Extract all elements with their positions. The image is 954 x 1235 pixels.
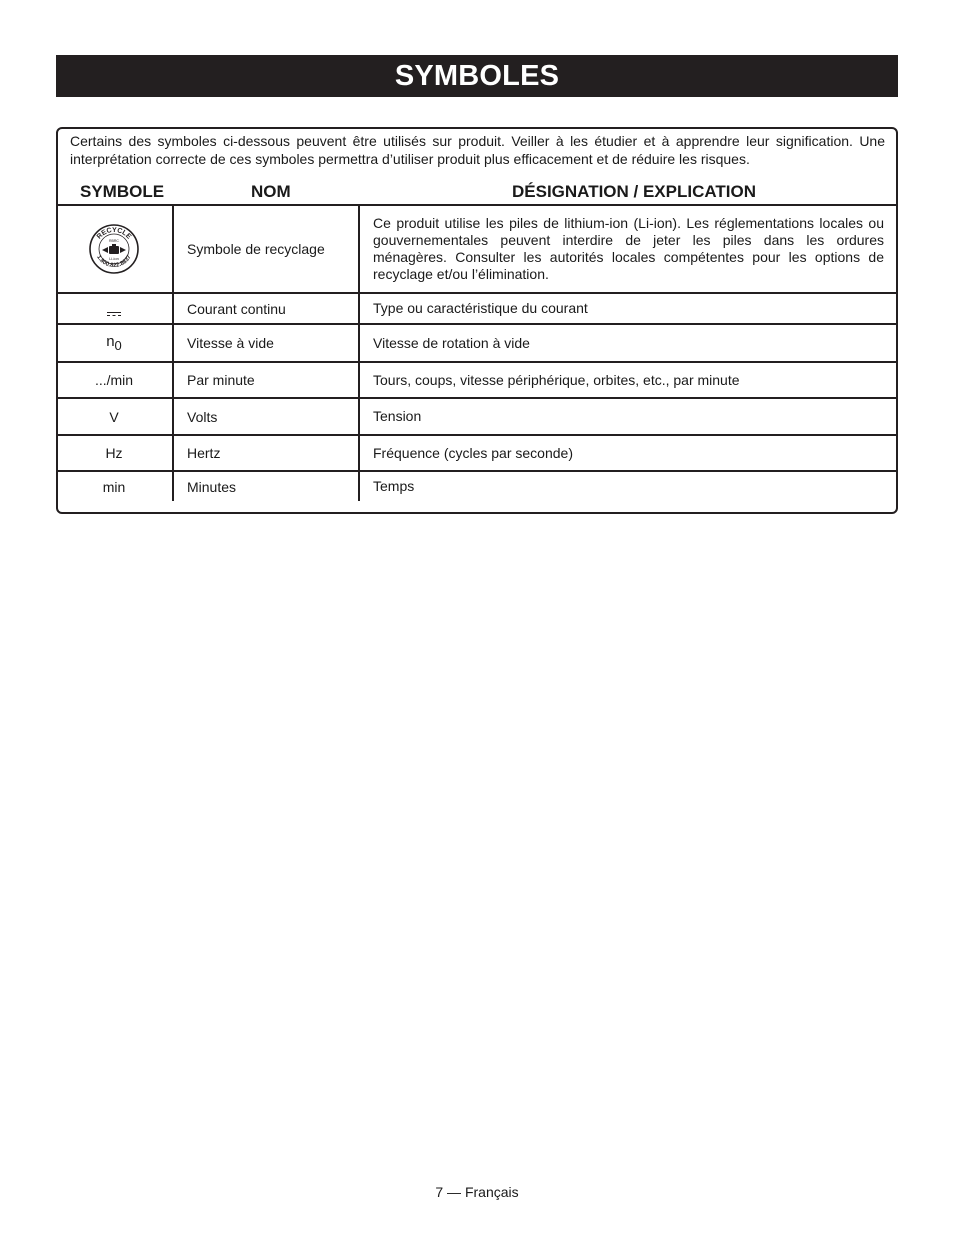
symbols-panel bbox=[56, 127, 898, 514]
page-footer: 7 — Français bbox=[435, 1184, 519, 1200]
table-row bbox=[56, 471, 898, 501]
symbol-cell bbox=[56, 324, 173, 362]
name-cell: Vitesse à vide bbox=[173, 324, 359, 362]
header-symbol: SYMBOLE bbox=[80, 182, 165, 201]
table-row bbox=[56, 435, 898, 471]
table-row bbox=[56, 398, 898, 435]
seal-top-text: RECYCLE bbox=[95, 226, 133, 241]
seal-sub-text: Li-ion bbox=[109, 256, 119, 261]
table-row bbox=[56, 293, 898, 324]
symbol-cell bbox=[56, 205, 173, 293]
intro-paragraph: Certains des symboles ci-dessous peuvent être utilisés sur produit. Veiller à les étudier et à apprendre leur signification. Une interprétation correcte de ces symboles permettra d’utiliser produit plus efficacement et de réduire les risques. bbox=[70, 133, 885, 167]
name-cell: Courant continu bbox=[173, 293, 359, 324]
page-title: SYMBOLES bbox=[56, 55, 898, 97]
symbol-cell: min bbox=[56, 471, 173, 501]
description-cell: Tension bbox=[359, 398, 898, 435]
header-description: DÉSIGNATION / EXPLICATION bbox=[512, 182, 756, 201]
name-cell: Hertz bbox=[173, 435, 359, 471]
header-name: NOM bbox=[251, 182, 291, 201]
description-cell: Tours, coups, vitesse périphérique, orbites, etc., par minute bbox=[359, 362, 898, 398]
table-row bbox=[56, 324, 898, 362]
direct-current-icon bbox=[107, 312, 121, 316]
name-cell: Symbole de recyclage bbox=[173, 205, 359, 293]
description-cell: Ce produit utilise les piles de lithium-ion (Li-ion). Les réglementations locales ou gouvernementales peuvent interdire de jeter les piles dans les ordures ménagères. Consulter les autorités locales compétentes pour les options de recyclage et/ou l’élimination. bbox=[359, 205, 898, 293]
symbol-cell: V bbox=[56, 398, 173, 435]
table-row bbox=[56, 362, 898, 398]
recycling-seal-icon bbox=[88, 223, 140, 275]
symbols-table bbox=[56, 204, 898, 501]
description-cell: Vitesse de rotation à vide bbox=[359, 324, 898, 362]
seal-ring-text: RBRC bbox=[109, 239, 119, 243]
symbol-cell bbox=[56, 293, 173, 324]
description-cell: Temps bbox=[359, 471, 898, 501]
name-cell: Minutes bbox=[173, 471, 359, 501]
symbol-cell: Hz bbox=[56, 435, 173, 471]
name-cell: Par minute bbox=[173, 362, 359, 398]
description-cell: Type ou caractéristique du courant bbox=[359, 293, 898, 324]
description-cell: Fréquence (cycles par seconde) bbox=[359, 435, 898, 471]
no-load-speed-symbol: $n_0$ bbox=[106, 333, 122, 353]
seal-bottom-text: 1.800.822.8837 bbox=[95, 254, 133, 270]
name-cell: Volts bbox=[173, 398, 359, 435]
symbol-cell: .../min bbox=[56, 362, 173, 398]
table-row bbox=[56, 205, 898, 293]
